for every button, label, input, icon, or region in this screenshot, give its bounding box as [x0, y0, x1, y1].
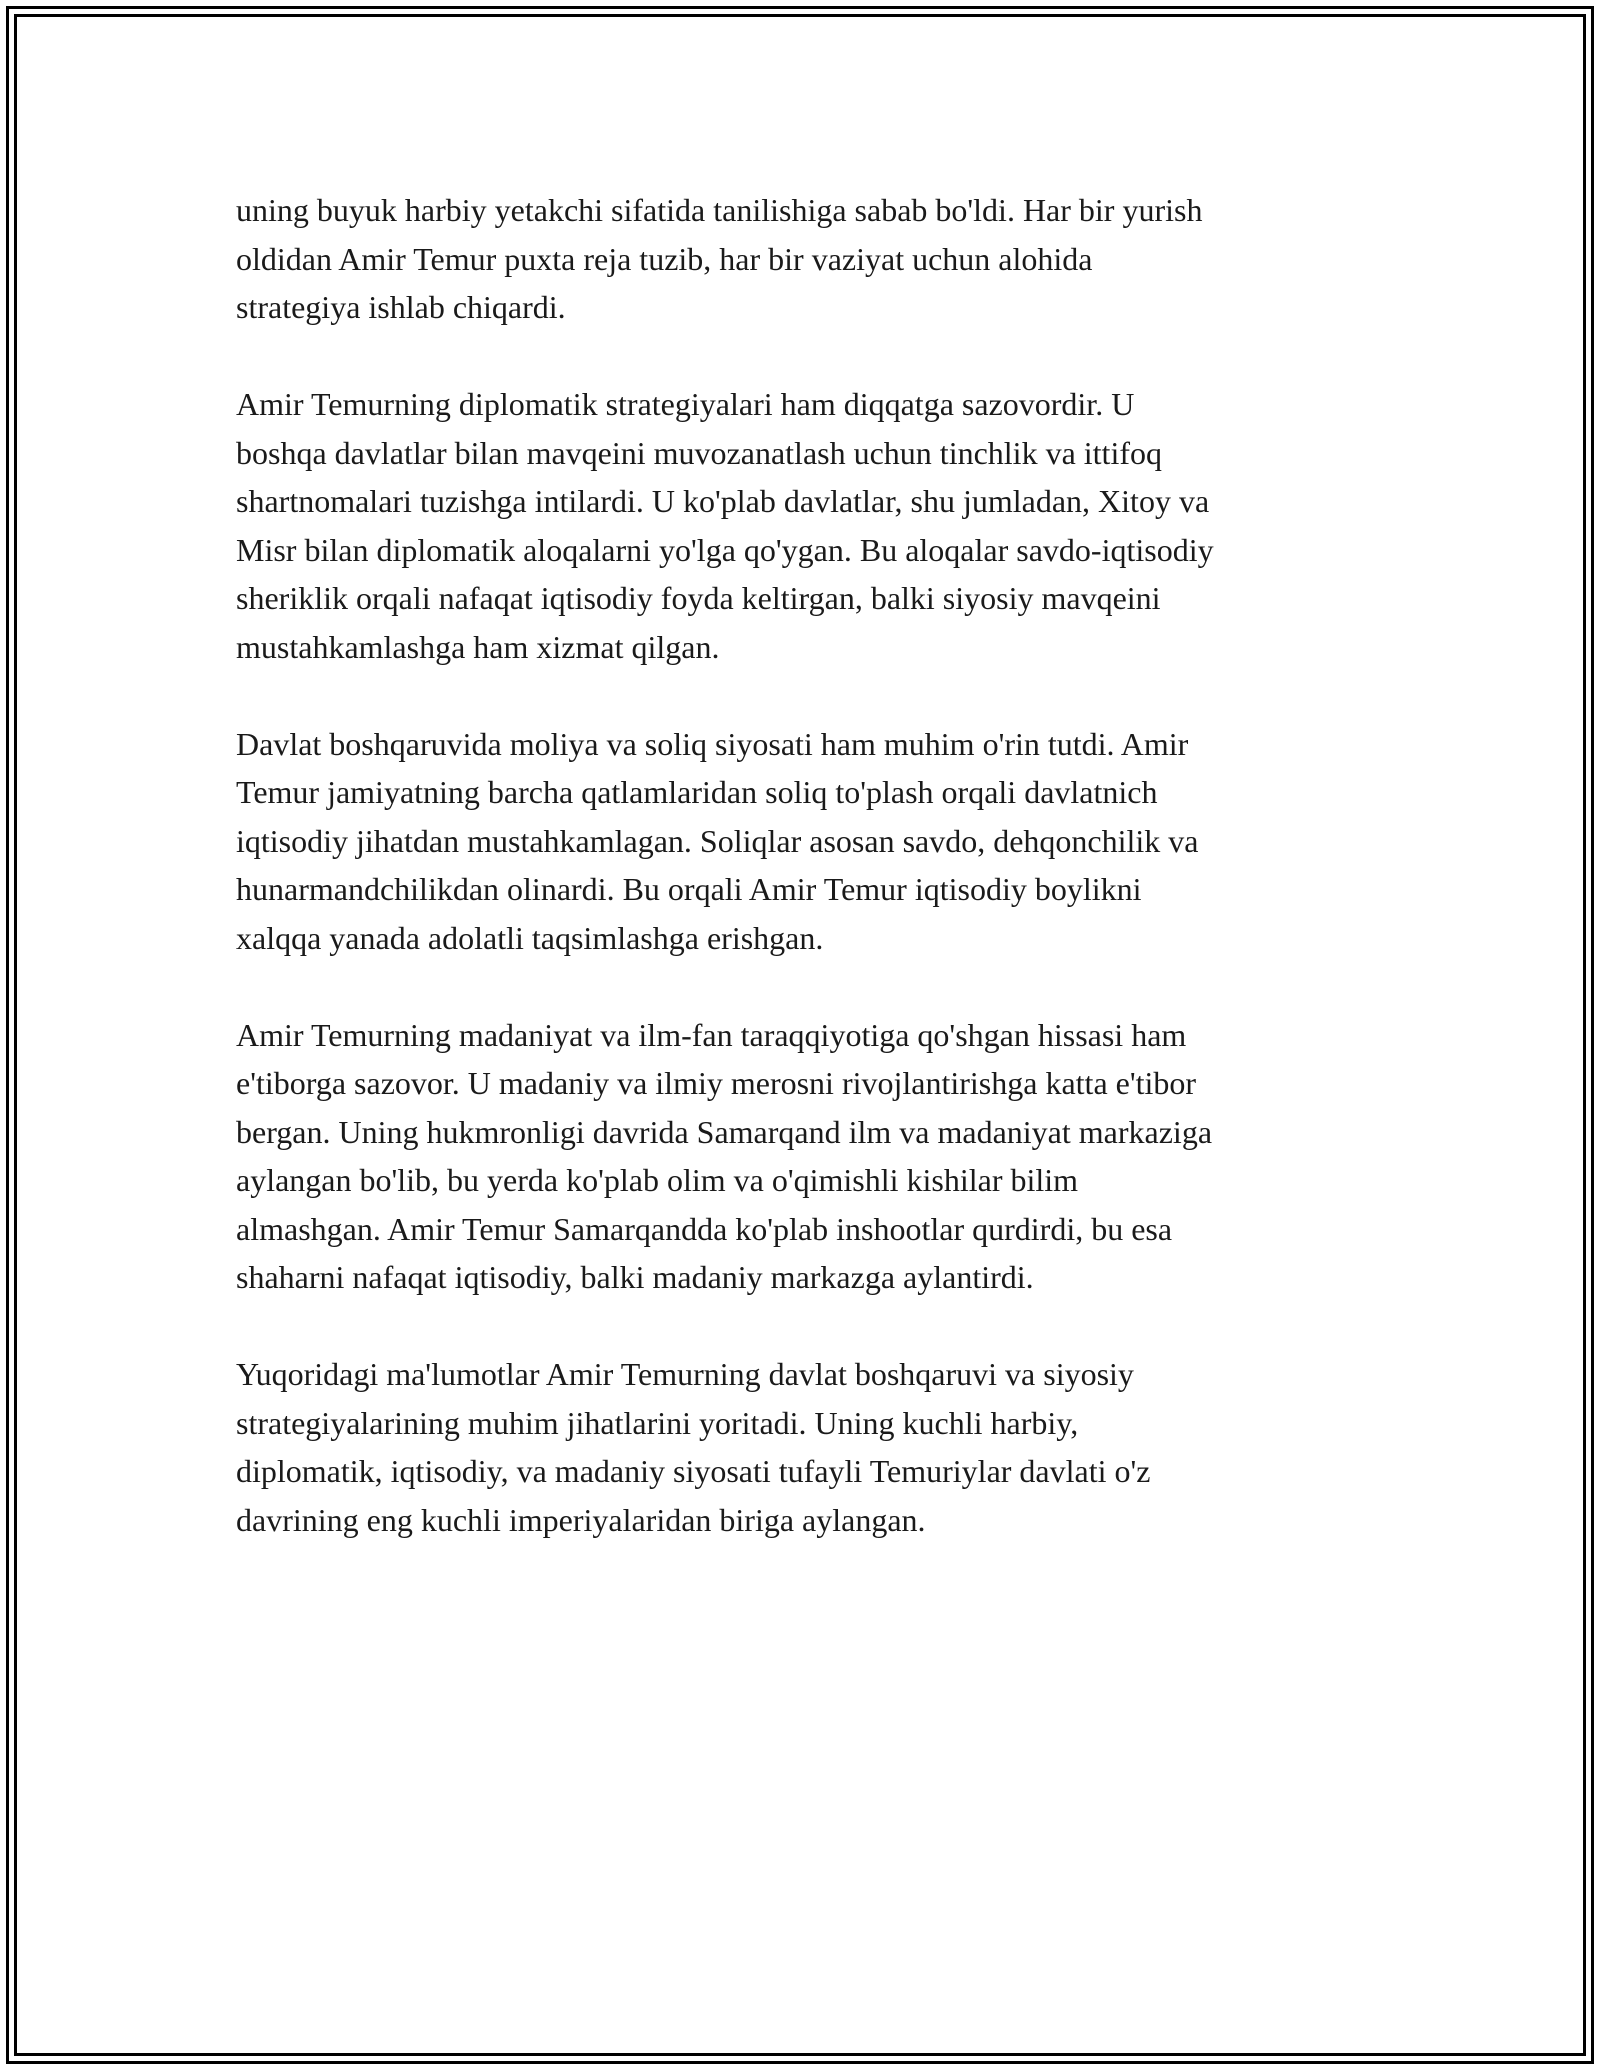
text-line: oldidan Amir Temur puxta reja tuzib, har bir vaziyat uchun alohida	[236, 240, 1093, 277]
text-line: xalqqa yanada adolatli taqsimlashga erishgan.	[236, 919, 824, 956]
text-line: almashgan. Amir Temur Samarqandda ko'plab inshootlar qurdirdi, bu esa	[236, 1210, 1173, 1247]
text-line: boshqa davlatlar bilan mavqeini muvozanatlash uchun tinchlik va ittifoq	[236, 434, 1162, 471]
document-body	[236, 186, 1366, 1593]
text-line: sheriklik orqali nafaqat iqtisodiy foyda keltirgan, balki siyosiy mavqeini	[236, 580, 1161, 616]
text-line: bergan. Uning hukmronligi davrida Samarqand ilm va madaniyat markaziga	[236, 1113, 1213, 1150]
text-line: diplomatik, iqtisodiy, va madaniy siyosati tufayli Temuriylar davlati o'z	[236, 1453, 1151, 1489]
paragraph	[236, 1011, 1366, 1302]
text-line: shartnomalari tuzishga intilardi. U ko'plab davlatlar, shu jumladan, Xitoy va	[236, 483, 1210, 519]
text-line: Amir Temurning diplomatik strategiyalari ham diqqatga sazovordir. U	[236, 386, 1135, 422]
text-line: strategiyalarining muhim jihatlarini yoritadi. Uning kuchli harbiy,	[236, 1404, 1079, 1441]
text-line: Davlat boshqaruvida moliya va soliq siyosati ham muhim o'rin tutdi. Amir	[236, 725, 1189, 762]
text-line: uning buyuk harbiy yetakchi sifatida tanilishiga sabab bo'ldi. Har bir yurish	[236, 192, 1203, 228]
text-line: davrining eng kuchli imperiyalaridan biriga aylangan.	[236, 1501, 926, 1538]
text-line: shaharni nafaqat iqtisodiy, balki madaniy markazga aylantirdi.	[236, 1259, 1034, 1295]
text-line: Yuqoridagi ma'lumotlar Amir Temurning davlat boshqaruvi va siyosiy	[236, 1356, 1134, 1392]
text-line: Temur jamiyatning barcha qatlamlaridan soliq to'plash orqali davlatnich	[236, 774, 1158, 810]
paragraph	[236, 186, 1366, 332]
text-line: aylangan bo'lib, bu yerda ko'plab olim va o'qimishli kishilar bilim	[236, 1162, 1079, 1198]
text-line: Amir Temurning madaniyat va ilm-fan taraqqiyotiga qo'shgan hissasi ham	[236, 1016, 1187, 1053]
paragraph	[236, 720, 1366, 963]
paragraph	[236, 380, 1366, 671]
text-line: Misr bilan diplomatik aloqalarni yo'lga qo'ygan. Bu aloqalar savdo-iqtisodiy	[236, 531, 1214, 568]
paragraph	[236, 1350, 1366, 1544]
text-line: mustahkamlashga ham xizmat qilgan.	[236, 628, 720, 665]
text-line: e'tiborga sazovor. U madaniy va ilmiy merosni rivojlantirishga katta e'tibor	[236, 1065, 1197, 1101]
text-line: iqtisodiy jihatdan mustahkamlagan. Soliqlar asosan savdo, dehqonchilik va	[236, 822, 1199, 859]
text-line: strategiya ishlab chiqardi.	[236, 289, 566, 325]
text-line: hunarmandchilikdan olinardi. Bu orqali Amir Temur iqtisodiy boylikni	[236, 871, 1142, 907]
